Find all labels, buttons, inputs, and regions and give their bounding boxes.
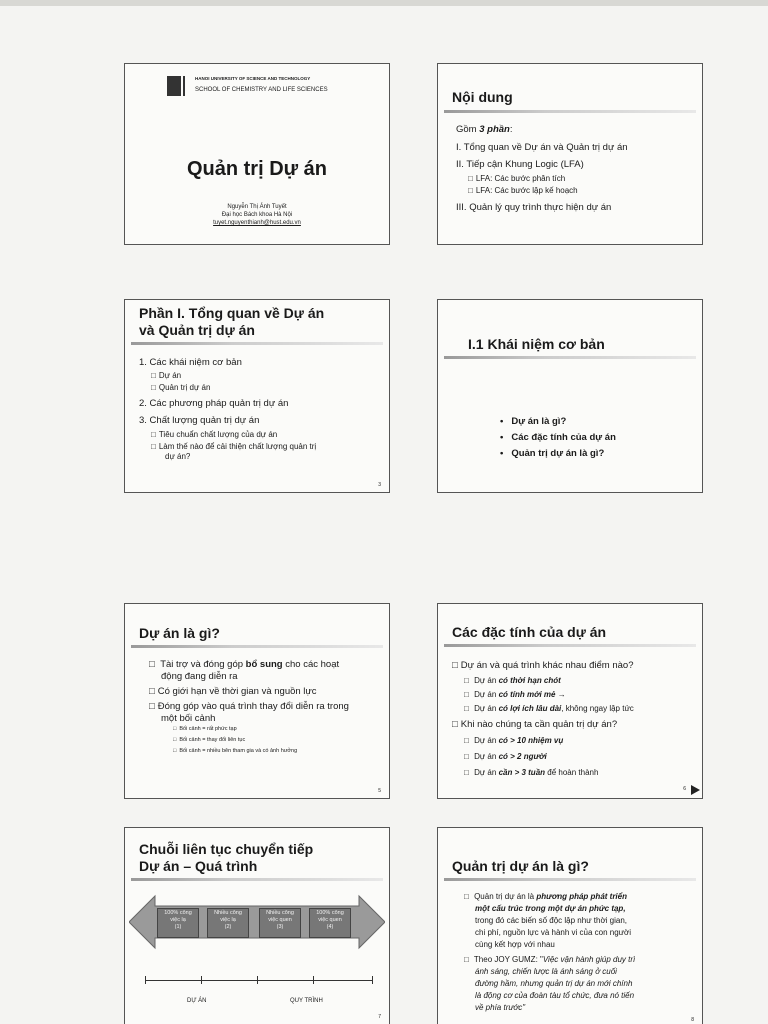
slide-1-title (124, 63, 390, 245)
characteristic-2: □ Dự án có tính mới mẻ → (464, 690, 566, 700)
characteristic-1: □ Dự án có thời hạn chót (464, 676, 561, 686)
pm-quote-line-5: về phía trước" (475, 1003, 526, 1012)
slide-6-title: Các đặc tính của dự án (452, 624, 607, 640)
university-name: HANOI UNIVERSITY OF SCIENCE AND TECHNOLOGY (195, 76, 311, 81)
concept-bullet-2: • Các đặc tính của dự án (500, 432, 616, 444)
project-def-1-cont: động đang diễn ra (161, 671, 238, 682)
continuum-box-2: Nhiều công việc lạ (2) (207, 908, 249, 938)
contents-item-2a: □ LFA: Các bước phân tích (468, 174, 565, 184)
slide-3-title-line-1: Phần I. Tổng quan về Dự án (139, 305, 325, 321)
pm-definition-line-2: một cấu trúc trong một dự án phức tạp, (475, 904, 626, 913)
pm-quote-line-3: đường hầm, nhưng quản trị dự án mới chính (475, 979, 633, 988)
part-one-item-1a: □ Dự án (151, 371, 181, 381)
author-email: tuyet.nguyenthianh@hust.edu.vn (213, 220, 301, 226)
slide-6-project-characteristics (437, 603, 703, 799)
title-divider (131, 645, 383, 648)
logo-bar (183, 76, 185, 96)
pm-definition-line-3: trong đó các biến số độc lập như thời gian, (475, 916, 628, 925)
contents-item-2b: □ LFA: Các bước lập kế hoạch (468, 186, 578, 196)
slide-5-what-is-project (124, 603, 390, 799)
slide-2-title: Nội dung (452, 89, 513, 105)
contents-intro: Gồm 3 phần: (456, 124, 513, 135)
university-logo (167, 76, 181, 96)
slide-4-title: I.1 Khái niệm cơ bản (468, 336, 605, 352)
pm-quote-line-4: là động cơ của đoàn tàu tổ chức, đưa nó tiến (475, 991, 635, 1000)
concept-bullet-1: • Dự án là gì? (500, 416, 566, 428)
title-divider (131, 878, 383, 881)
page-number: 5 (378, 788, 381, 794)
context-item-3: □ Bối cảnh = nhiều bên tham gia và có ảnh hưởng (173, 748, 297, 755)
continuum-axis (145, 980, 373, 981)
slide-1-main-title: Quản trị Dự án (186, 158, 328, 180)
slide-8-title: Quản trị dự án là gì? (452, 858, 589, 874)
school-name: SCHOOL OF CHEMISTRY AND LIFE SCIENCES (195, 87, 328, 93)
slide-3-title-line-2: và Quản trị dự án (139, 322, 255, 338)
criteria-2: □ Dự án có > 2 người (464, 752, 547, 762)
context-item-1: □ Bối cảnh = rất phức tạp (173, 726, 237, 733)
slide-3-part-one (124, 299, 390, 493)
part-one-item-1b: □ Quản trị dự án (151, 383, 210, 393)
part-one-item-3b-cont: dự án? (165, 452, 191, 461)
scan-edge (0, 0, 768, 6)
axis-tick (313, 976, 314, 984)
slide-7-title-line-2: Dự án – Quá trình (139, 858, 258, 874)
arrow-right-icon: → (555, 690, 566, 699)
part-one-item-1: 1. Các khái niệm cơ bản (139, 357, 242, 368)
axis-tick (372, 976, 373, 984)
part-one-item-3: 3. Chất lượng quản trị dự án (139, 415, 260, 426)
characteristic-3: □ Dự án có lợi ích lâu dài, không ngay lập tức (464, 704, 634, 714)
continuum-box-1: 100% công việc lạ (1) (157, 908, 199, 938)
title-divider (444, 878, 696, 881)
contents-item-1: I. Tổng quan về Dự án và Quản trị dự án (456, 142, 628, 153)
pm-quote: □ Theo JOY GUMZ: "Việc vận hành giúp duy trì (464, 955, 635, 965)
pm-quote-line-2: ánh sáng, chiến lược là ánh sáng ở cuối (475, 967, 617, 976)
title-divider (444, 644, 696, 647)
pm-definition-line-5: cùng kết hợp với nhau (475, 940, 555, 949)
title-divider (444, 356, 696, 359)
characteristics-question-1: □ Dự án và quá trình khác nhau điểm nào? (452, 660, 633, 672)
slide-5-title: Dự án là gì? (139, 625, 220, 641)
page-number: 6 (683, 786, 686, 792)
slide-7-title-line-1: Chuỗi liên tục chuyển tiếp (139, 841, 314, 857)
page-number: 8 (691, 1017, 694, 1023)
slide-2-contents (437, 63, 703, 245)
concept-bullet-3: • Quản trị dự án là gì? (500, 448, 604, 460)
part-one-item-3a: □ Tiêu chuẩn chất lượng của dự án (151, 430, 277, 440)
context-item-2: □ Bối cảnh = thay đổi liên tục (173, 737, 245, 744)
slide-8-what-is-pm (437, 827, 703, 1024)
page-number: 3 (378, 482, 381, 488)
project-def-1: □ Tài trợ và đóng góp bổ sung cho các hoạt (149, 659, 339, 671)
project-def-3: □ Đóng góp vào quá trình thay đổi diễn ra trong (149, 701, 349, 713)
project-def-3-cont: một bối cảnh (161, 713, 216, 724)
part-one-item-2: 2. Các phương pháp quản trị dự án (139, 398, 289, 409)
characteristics-question-2: □ Khi nào chúng ta cần quản trị dự án? (452, 719, 617, 731)
pm-definition-line-4: chi phí, nguồn lực và hành vi của con người (475, 928, 632, 937)
axis-label-left: DỰ ÁN (187, 998, 207, 1004)
title-divider (444, 110, 696, 113)
criteria-1: □ Dự án có > 10 nhiệm vụ (464, 736, 563, 746)
continuum-box-4: 100% công việc quen (4) (309, 908, 351, 938)
next-arrow-icon (691, 785, 700, 795)
part-one-item-3b: □ Làm thế nào để cải thiện chất lượng quản trị (151, 442, 316, 452)
page-number: 7 (378, 1014, 381, 1020)
author-name: Nguyễn Thị Ánh Tuyết (227, 204, 287, 210)
axis-tick (201, 976, 202, 984)
axis-label-right: QUY TRÌNH (290, 998, 323, 1004)
contents-item-3: III. Quản lý quy trình thực hiện dự án (456, 202, 612, 213)
author-org: Đại học Bách khoa Hà Nội (221, 212, 293, 218)
contents-item-2: II. Tiếp cận Khung Logic (LFA) (456, 159, 584, 170)
axis-tick (145, 976, 146, 984)
criteria-3: □ Dự án cần > 3 tuần để hoàn thành (464, 768, 598, 778)
title-divider (131, 342, 383, 345)
slide-4-basic-concepts (437, 299, 703, 493)
continuum-box-3: Nhiều công việc quen (3) (259, 908, 301, 938)
slide-7-continuum (124, 827, 390, 1024)
axis-tick (257, 976, 258, 984)
project-def-2: □ Có giới hạn về thời gian và nguồn lực (149, 686, 317, 698)
pm-definition: □ Quản trị dự án là phương pháp phát triển (464, 892, 627, 902)
